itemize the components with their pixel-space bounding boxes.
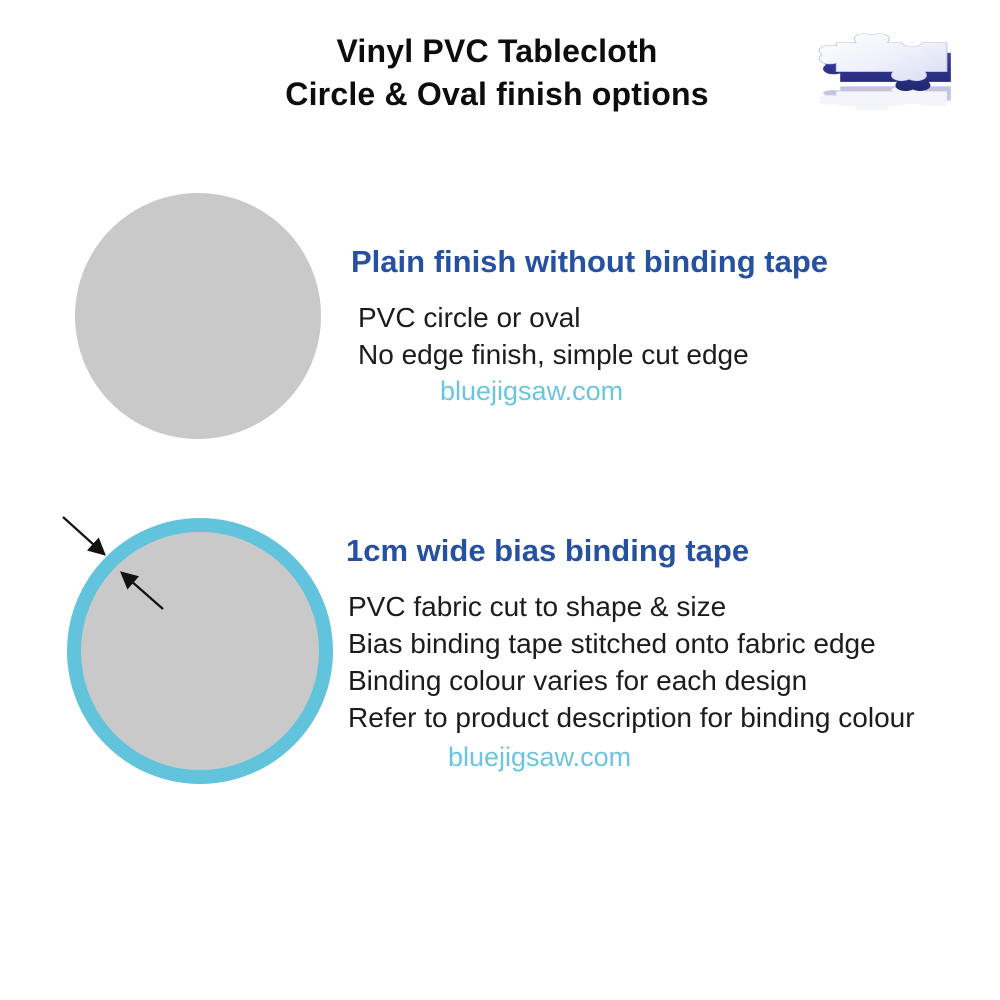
section2-website-label: bluejigsaw.com: [448, 742, 632, 772]
section1-website-label: bluejigsaw.com: [440, 376, 624, 406]
section1-line2: No edge finish, simple cut edge: [358, 339, 749, 370]
section2-line4: Refer to product description for binding colour: [348, 702, 915, 733]
arrow-to-inner-edge: [122, 573, 163, 609]
page-title-line2: Circle & Oval finish options: [285, 76, 709, 112]
section2-line2: Bias binding tape stitched onto fabric edge: [348, 628, 876, 659]
page-title-line1: Vinyl PVC Tablecloth: [336, 33, 658, 69]
page-title: [97, 30, 897, 116]
plain-circle-diagram: [75, 193, 321, 439]
section2-line1: PVC fabric cut to shape & size: [348, 591, 727, 622]
arrow-to-outer-edge: [63, 517, 104, 554]
section1-line1: PVC circle or oval: [358, 302, 581, 333]
section2-heading: 1cm wide bias binding tape: [346, 533, 750, 568]
section2-line3: Binding colour varies for each design: [348, 665, 808, 696]
jigsaw-reflection: [819, 82, 951, 111]
jigsaw-logo-icon: [790, 22, 974, 136]
section2-body: [348, 588, 915, 736]
section1-body: [358, 299, 749, 373]
binding-width-arrows: [40, 495, 180, 625]
section1-heading: Plain finish without binding tape: [351, 244, 829, 279]
